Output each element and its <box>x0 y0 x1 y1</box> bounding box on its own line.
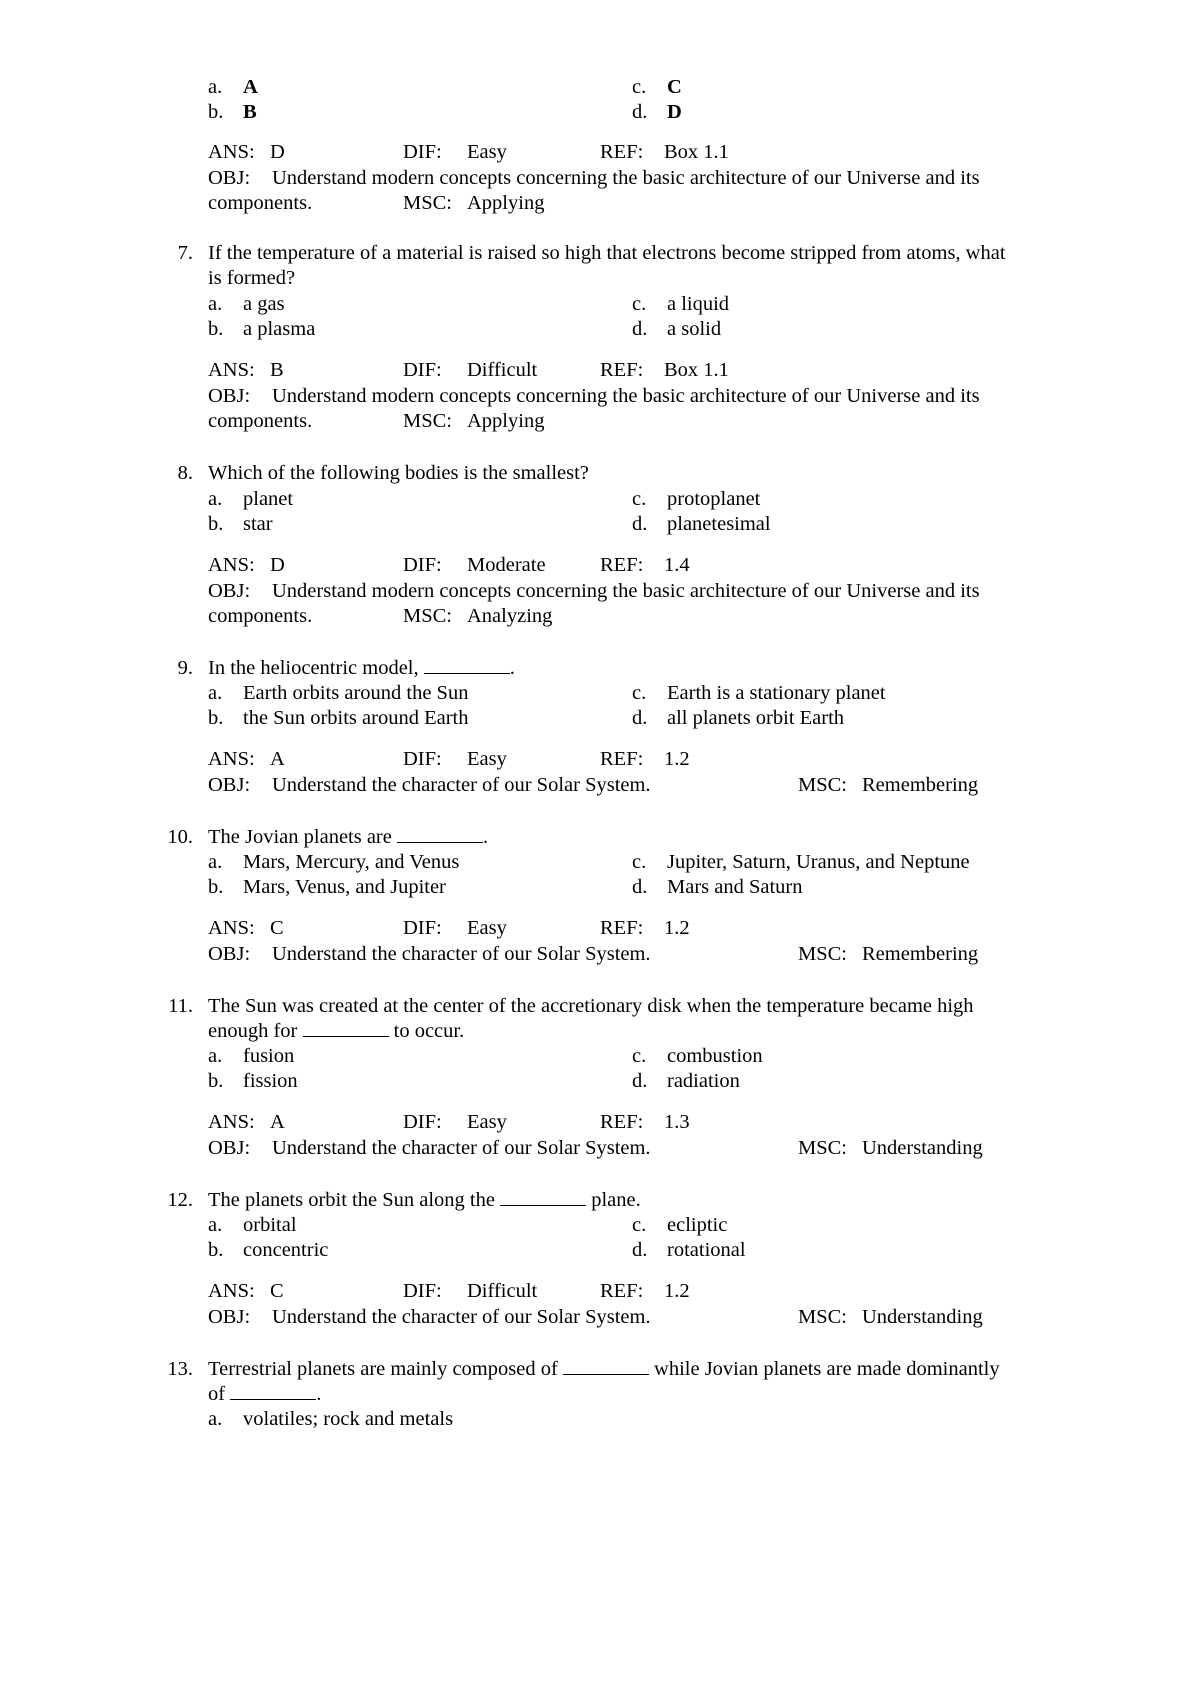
objective-row <box>0 408 1191 434</box>
answer-meta-row <box>0 139 1191 165</box>
ans-value: A <box>270 748 285 770</box>
obj-text: components. <box>208 605 313 627</box>
dif-value: Difficult <box>467 359 538 381</box>
option-text: Earth orbits around the Sun <box>243 682 469 704</box>
option-letter: a. <box>208 488 223 510</box>
stem-before: of <box>208 1383 226 1405</box>
option-row <box>0 1212 1191 1238</box>
option-letter: d. <box>632 101 648 123</box>
option-letter: c. <box>632 1214 647 1236</box>
obj-label: OBJ: <box>208 774 251 796</box>
question-number: 9. <box>177 657 193 679</box>
ref-label: REF: <box>600 748 644 770</box>
dif-value: Difficult <box>467 1280 538 1302</box>
ref-value: 1.3 <box>664 1111 690 1133</box>
option-letter: b. <box>208 318 224 340</box>
option-letter: a. <box>208 1045 223 1067</box>
stem-after: . <box>482 826 489 848</box>
msc-value: Understanding <box>862 1306 983 1328</box>
obj-text: Understand modern concepts concerning the basic architecture of our Universe and its <box>272 167 980 189</box>
obj-text: Understand modern concepts concerning the basic architecture of our Universe and its <box>272 580 980 602</box>
option-row <box>0 291 1191 317</box>
question-text <box>208 1187 641 1213</box>
ref-value: Box 1.1 <box>664 359 729 381</box>
option-letter: d. <box>632 1239 648 1261</box>
option-row <box>0 705 1191 731</box>
ans-value: C <box>270 1280 284 1302</box>
stem-before: The Jovian planets are <box>208 826 392 848</box>
ans-label: ANS: <box>208 1111 255 1133</box>
option-letter: b. <box>208 101 224 123</box>
ref-label: REF: <box>600 917 644 939</box>
question-stem <box>0 240 1191 266</box>
option-letter: a. <box>208 1408 223 1430</box>
msc-label: MSC: <box>403 410 452 432</box>
option-text: A <box>243 76 258 98</box>
option-letter: b. <box>208 1070 224 1092</box>
obj-text: Understand the character of our Solar System. <box>272 1137 651 1159</box>
option-letter: c. <box>632 851 647 873</box>
option-row <box>0 1068 1191 1094</box>
msc-label: MSC: <box>798 1306 847 1328</box>
obj-text: Understand the character of our Solar System. <box>272 774 651 796</box>
dif-label: DIF: <box>403 1280 442 1302</box>
answer-blank <box>303 1018 389 1037</box>
answer-meta-row <box>0 1278 1191 1304</box>
option-letter: a. <box>208 293 223 315</box>
question-text <box>208 655 515 681</box>
obj-text: components. <box>208 410 313 432</box>
ans-value: D <box>270 141 285 163</box>
ref-value: Box 1.1 <box>664 141 729 163</box>
option-row <box>0 316 1191 342</box>
msc-value: Remembering <box>862 943 979 965</box>
obj-text: Understand the character of our Solar System. <box>272 1306 651 1328</box>
question-text: If the temperature of a material is raised so high that electrons become stripped from atoms, what <box>208 242 1006 264</box>
option-text: Mars and Saturn <box>667 876 803 898</box>
dif-label: DIF: <box>403 359 442 381</box>
option-row <box>0 849 1191 875</box>
option-row <box>0 74 1191 100</box>
msc-label: MSC: <box>403 605 452 627</box>
option-letter: a. <box>208 76 223 98</box>
msc-value: Remembering <box>862 774 979 796</box>
option-text: all planets orbit Earth <box>667 707 845 729</box>
msc-label: MSC: <box>798 774 847 796</box>
option-letter: d. <box>632 513 648 535</box>
question-text: The Sun was created at the center of the accretionary disk when the temperature became high <box>208 995 974 1017</box>
obj-label: OBJ: <box>208 1306 251 1328</box>
option-text: the Sun orbits around Earth <box>243 707 469 729</box>
stem-after: while Jovian planets are made dominantly <box>654 1358 1000 1380</box>
dif-label: DIF: <box>403 748 442 770</box>
question-text <box>208 1381 321 1407</box>
ref-value: 1.2 <box>664 748 690 770</box>
obj-text: components. <box>208 192 313 214</box>
stem-before: The planets orbit the Sun along the <box>208 1189 495 1211</box>
msc-value: Analyzing <box>467 605 553 627</box>
option-text: fusion <box>243 1045 295 1067</box>
obj-label: OBJ: <box>208 385 251 407</box>
stem-before: In the heliocentric model, <box>208 657 419 679</box>
option-letter: c. <box>632 488 647 510</box>
option-text: a gas <box>243 293 285 315</box>
ref-value: 1.2 <box>664 917 690 939</box>
msc-value: Applying <box>467 410 545 432</box>
msc-label: MSC: <box>798 943 847 965</box>
option-text: D <box>667 101 682 123</box>
option-text: a solid <box>667 318 722 340</box>
dif-value: Easy <box>467 917 507 939</box>
option-letter: a. <box>208 1214 223 1236</box>
question-text: is formed? <box>208 267 296 289</box>
objective-row <box>0 165 1191 191</box>
ans-label: ANS: <box>208 554 255 576</box>
msc-label: MSC: <box>798 1137 847 1159</box>
option-row <box>0 680 1191 706</box>
option-letter: c. <box>632 682 647 704</box>
option-text: fission <box>243 1070 298 1092</box>
option-letter: d. <box>632 876 648 898</box>
objective-row <box>0 578 1191 604</box>
msc-value: Applying <box>467 192 545 214</box>
question-number: 12. <box>167 1189 193 1211</box>
objective-row <box>0 1304 1191 1330</box>
ans-value: A <box>270 1111 285 1133</box>
question-stem <box>0 460 1191 486</box>
obj-label: OBJ: <box>208 943 251 965</box>
stem-after: . <box>316 1383 322 1405</box>
option-text: volatiles; rock and metals <box>243 1408 454 1430</box>
dif-label: DIF: <box>403 554 442 576</box>
obj-label: OBJ: <box>208 580 251 602</box>
option-letter: c. <box>632 1045 647 1067</box>
answer-meta-row <box>0 552 1191 578</box>
option-text: B <box>243 101 257 123</box>
option-letter: d. <box>632 707 648 729</box>
ref-label: REF: <box>600 141 644 163</box>
question-text: Which of the following bodies is the smallest? <box>208 462 589 484</box>
question-stem <box>0 824 1191 850</box>
question-stem <box>0 993 1191 1019</box>
option-letter: d. <box>632 318 648 340</box>
option-letter: a. <box>208 851 223 873</box>
dif-label: DIF: <box>403 141 442 163</box>
option-letter: d. <box>632 1070 648 1092</box>
question-number: 7. <box>177 242 193 264</box>
ans-label: ANS: <box>208 141 255 163</box>
objective-row <box>0 772 1191 798</box>
question-stem <box>0 1187 1191 1213</box>
option-letter: b. <box>208 1239 224 1261</box>
option-text: planetesimal <box>667 513 771 535</box>
stem-before: enough for <box>208 1020 298 1042</box>
option-row <box>0 99 1191 125</box>
obj-text: Understand modern concepts concerning the basic architecture of our Universe and its <box>272 385 980 407</box>
ans-label: ANS: <box>208 1280 255 1302</box>
option-text: combustion <box>667 1045 763 1067</box>
option-row <box>0 1406 1191 1432</box>
ref-label: REF: <box>600 1111 644 1133</box>
option-letter: b. <box>208 876 224 898</box>
ans-value: B <box>270 359 284 381</box>
option-text: a plasma <box>243 318 316 340</box>
option-text: Mars, Venus, and Jupiter <box>243 876 446 898</box>
objective-row <box>0 383 1191 409</box>
option-text: Mars, Mercury, and Venus <box>243 851 460 873</box>
answer-blank <box>424 655 510 674</box>
option-row <box>0 486 1191 512</box>
ref-label: REF: <box>600 359 644 381</box>
msc-value: Understanding <box>862 1137 983 1159</box>
objective-row <box>0 941 1191 967</box>
question-text <box>208 824 488 850</box>
objective-row <box>0 1135 1191 1161</box>
ans-label: ANS: <box>208 748 255 770</box>
option-text: Jupiter, Saturn, Uranus, and Neptune <box>667 851 970 873</box>
answer-blank <box>230 1381 316 1400</box>
ans-label: ANS: <box>208 359 255 381</box>
question-stem <box>0 265 1191 291</box>
option-text: rotational <box>667 1239 746 1261</box>
ref-value: 1.2 <box>664 1280 690 1302</box>
answer-meta-row <box>0 746 1191 772</box>
msc-label: MSC: <box>403 192 452 214</box>
ref-label: REF: <box>600 1280 644 1302</box>
option-text: radiation <box>667 1070 740 1092</box>
answer-meta-row <box>0 357 1191 383</box>
dif-label: DIF: <box>403 1111 442 1133</box>
option-text: C <box>667 76 682 98</box>
option-letter: c. <box>632 293 647 315</box>
ans-value: D <box>270 554 285 576</box>
question-number: 13. <box>167 1358 193 1380</box>
option-row <box>0 1237 1191 1263</box>
option-text: orbital <box>243 1214 297 1236</box>
question-stem <box>0 1018 1191 1044</box>
option-text: star <box>243 513 273 535</box>
ans-value: C <box>270 917 284 939</box>
option-row <box>0 511 1191 537</box>
option-letter: b. <box>208 513 224 535</box>
obj-label: OBJ: <box>208 167 251 189</box>
answer-meta-row <box>0 1109 1191 1135</box>
stem-after: to occur. <box>393 1020 465 1042</box>
dif-value: Easy <box>467 748 507 770</box>
dif-value: Easy <box>467 141 507 163</box>
stem-after: . <box>509 657 515 679</box>
option-row <box>0 874 1191 900</box>
question-stem <box>0 655 1191 681</box>
question-number: 8. <box>177 462 193 484</box>
dif-value: Easy <box>467 1111 507 1133</box>
stem-after: plane. <box>591 1189 641 1211</box>
objective-row <box>0 190 1191 216</box>
question-number: 10. <box>167 826 193 848</box>
option-text: ecliptic <box>667 1214 728 1236</box>
question-text <box>208 1018 464 1044</box>
ref-label: REF: <box>600 554 644 576</box>
obj-text: Understand the character of our Solar System. <box>272 943 651 965</box>
ans-label: ANS: <box>208 917 255 939</box>
stem-before: Terrestrial planets are mainly composed of <box>208 1358 558 1380</box>
ref-value: 1.4 <box>664 554 690 576</box>
question-stem <box>0 1381 1191 1407</box>
option-letter: a. <box>208 682 223 704</box>
option-text: planet <box>243 488 294 510</box>
option-text: a liquid <box>667 293 730 315</box>
option-text: protoplanet <box>667 488 761 510</box>
option-text: concentric <box>243 1239 329 1261</box>
question-stem <box>0 1356 1191 1382</box>
question-number: 11. <box>168 995 193 1017</box>
question-text <box>208 1356 1000 1382</box>
option-letter: b. <box>208 707 224 729</box>
option-letter: c. <box>632 76 647 98</box>
objective-row <box>0 603 1191 629</box>
answer-meta-row <box>0 915 1191 941</box>
dif-value: Moderate <box>467 554 546 576</box>
answer-blank <box>500 1187 586 1206</box>
answer-blank <box>563 1356 649 1375</box>
dif-label: DIF: <box>403 917 442 939</box>
option-text: Earth is a stationary planet <box>667 682 886 704</box>
option-row <box>0 1043 1191 1069</box>
obj-label: OBJ: <box>208 1137 251 1159</box>
answer-blank <box>397 824 483 843</box>
